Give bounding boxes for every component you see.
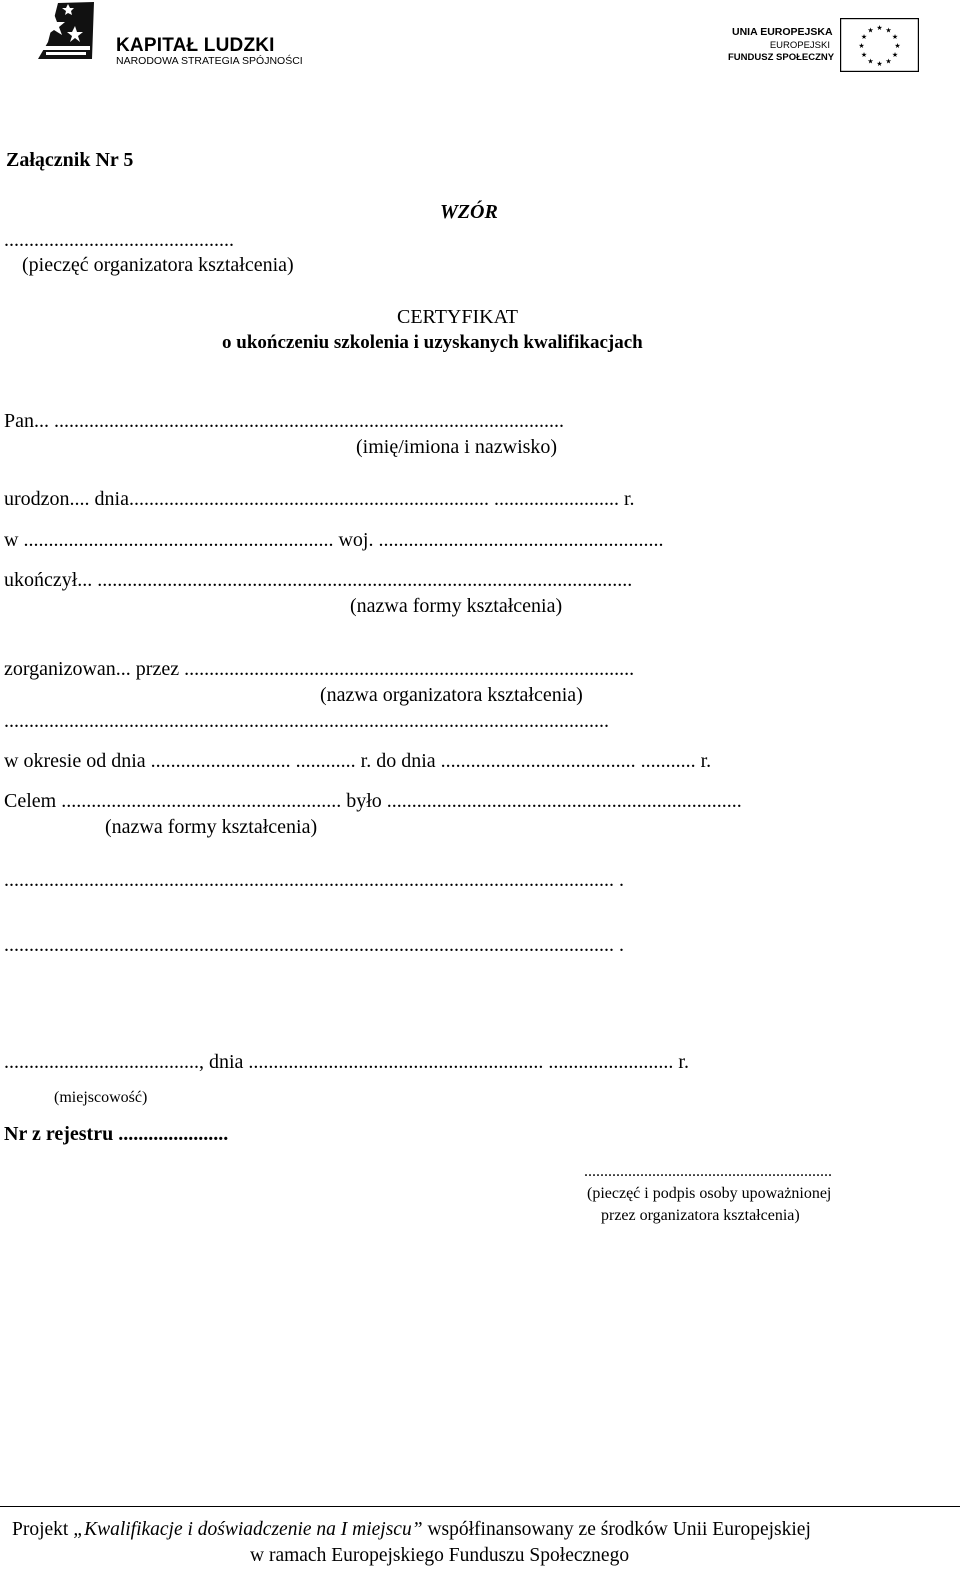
svg-text:★: ★ — [860, 33, 868, 41]
ukonczyl-caption: (nazwa formy kształcenia) — [350, 595, 563, 617]
footer-divider — [0, 1506, 960, 1507]
footer-line-1 — [12, 1520, 811, 1540]
place-caption: (miejscowość) — [54, 1089, 148, 1106]
signature-caption-2: przez organizatora kształcenia) — [601, 1207, 800, 1224]
ue-line2: EUROPEJSKI — [769, 40, 830, 51]
template-label: WZÓR — [440, 201, 498, 223]
ukonczyl-line: ukończył... ........................................................................................................... — [4, 569, 633, 591]
zorganizowan-caption: (nazwa organizatora kształcenia) — [320, 684, 583, 706]
pan-line: Pan... ...................................................................................................... — [4, 410, 564, 432]
ue-line3: FUNDUSZ SPOŁECZNY — [728, 52, 835, 63]
svg-text:★: ★ — [885, 57, 892, 66]
svg-text:★: ★ — [891, 51, 899, 59]
certificate-subtitle: o ukończeniu szkolenia i uzyskanych kwalifikacjach — [222, 332, 643, 353]
svg-text:★: ★ — [885, 26, 892, 35]
footer-line-1-pre: Projekt — [12, 1519, 74, 1540]
svg-text:★: ★ — [894, 42, 901, 50]
footer-line-1-post: współfinansowany ze środków Unii Europejskiej — [422, 1519, 811, 1540]
svg-text:★: ★ — [891, 33, 899, 41]
zorganizowan-line: zorganizowan... przez .......................................................................................... — [4, 658, 635, 680]
pan-caption: (imię/imiona i nazwisko) — [356, 436, 558, 458]
purpose-dots-2: .......................................................................................................................... . — [4, 934, 624, 956]
footer-line-2: w ramach Europejskiego Funduszu Społecznego — [250, 1545, 630, 1566]
svg-text:★: ★ — [860, 51, 868, 59]
organizer-dots-line: ......................................................................................................................... — [4, 710, 609, 732]
urodzon-line: urodzon.... dnia........................................................................ ......................... r. — [4, 488, 635, 510]
stamp-caption: (pieczęć organizatora kształcenia) — [22, 254, 294, 276]
logo-title: KAPITAŁ LUDZKI — [116, 35, 275, 56]
eu-flag-stars-icon — [840, 18, 919, 72]
svg-text:★: ★ — [867, 26, 874, 35]
kapital-ludzki-star-emblem-icon — [36, 2, 96, 60]
stamp-dots: .............................................. — [4, 229, 234, 251]
certificate-title: CERTYFIKAT — [397, 306, 519, 328]
svg-text:★: ★ — [867, 57, 874, 66]
svg-text:★: ★ — [876, 60, 883, 68]
svg-text:★: ★ — [876, 24, 883, 32]
purpose-dots-1: .......................................................................................................................... . — [4, 869, 624, 891]
logo-subtitle: NARODOWA STRATEGIA SPÓJNOŚCI — [116, 55, 303, 67]
place-date-line: ......................................., dnia ........................................................... ......................... r. — [4, 1051, 689, 1073]
w-woj-line: w .............................................................. woj. ......................................................... — [4, 529, 664, 551]
period-line: w okresie od dnia ............................ ............ r. do dnia ....................................... ........... r. — [4, 750, 712, 772]
svg-text:★: ★ — [858, 42, 865, 50]
annex-label: Załącznik Nr 5 — [6, 149, 134, 171]
signature-caption-1: (pieczęć i podpis osoby upoważnionej — [587, 1185, 832, 1202]
registry-number: Nr z rejestru ...................... — [4, 1123, 229, 1145]
footer-project-name: „Kwalifikacje i doświadczenie na I miejscu” — [73, 1519, 423, 1540]
signature-dots: .............................................................. — [584, 1163, 832, 1180]
celem-caption: (nazwa formy kształcenia) — [105, 816, 318, 838]
celem-line: Celem ........................................................ było ....................................................................... — [4, 790, 742, 812]
ue-line1: UNIA EUROPEJSKA — [732, 26, 833, 38]
